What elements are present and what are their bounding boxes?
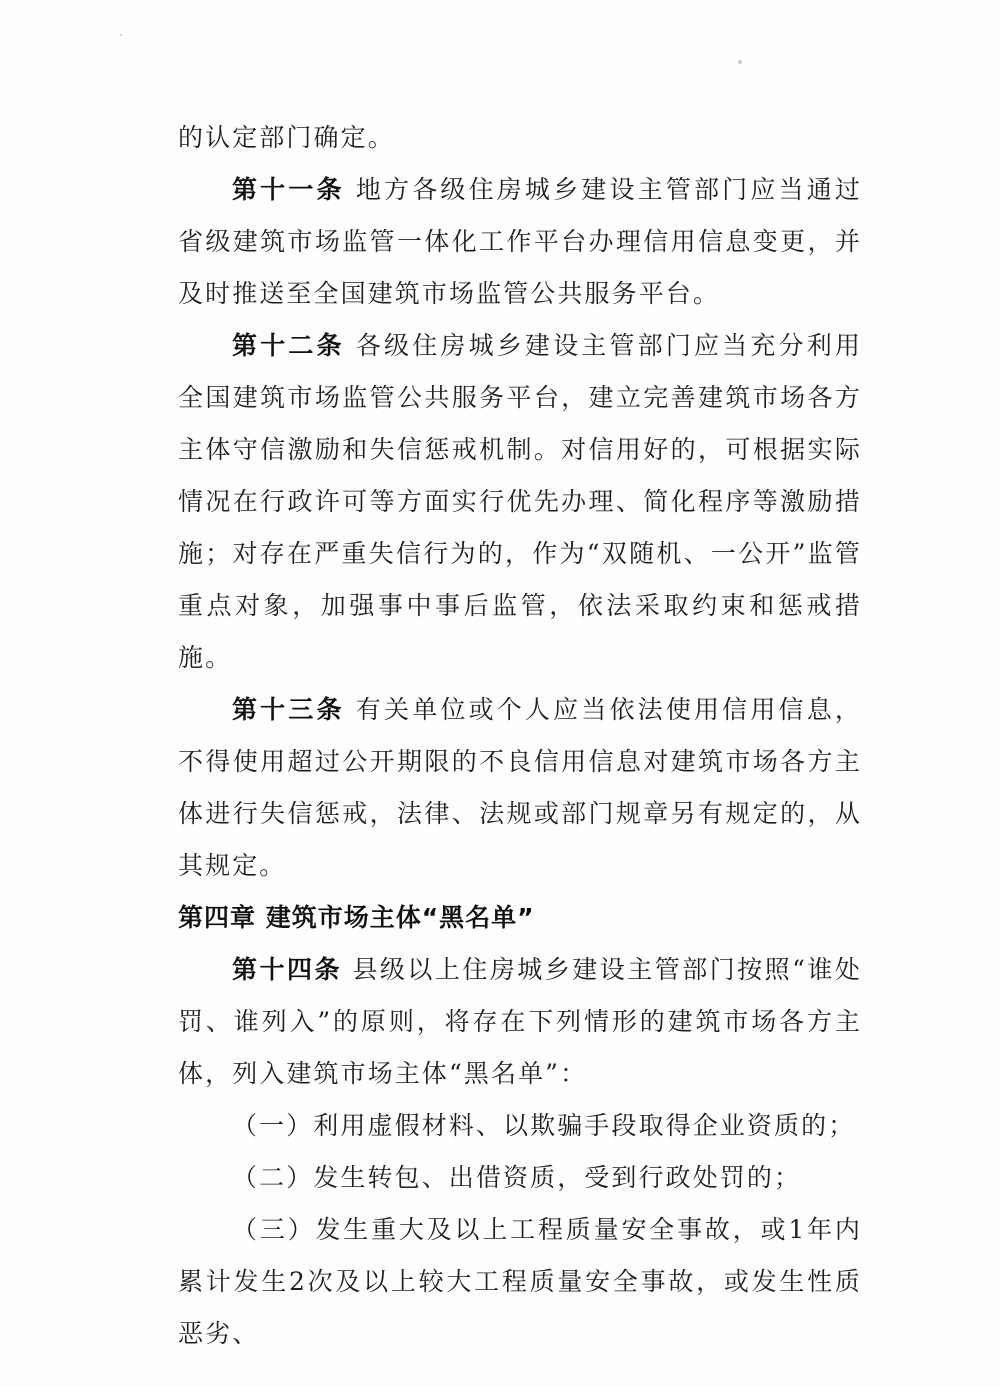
scan-speck — [738, 60, 742, 64]
article-13 — [178, 684, 862, 892]
article-12-number: 第十二条 — [232, 331, 345, 360]
article-11-text: 地方各级住房城乡建设主管部门应当通过省级建筑市场监管一体化工作平台办理信用信息变更，并及时推送至全国建筑市场监管公共服务平台。 — [178, 175, 863, 308]
article-13-text: 有关单位或个人应当依法使用信用信息，不得使用超过公开期限的不良信用信息对建筑市场各方主体进行失信惩戒，法律、法规或部门规章另有规定的，从其规定。 — [178, 695, 863, 880]
scan-speck — [120, 34, 122, 36]
article-13-number: 第十三条 — [232, 695, 345, 724]
article-14-text: 县级以上住房城乡建设主管部门按照“谁处罚、谁列入”的原则，将存在下列情形的建筑市场各方主体，列入建筑市场主体“黑名单”： — [178, 955, 863, 1088]
article-14 — [178, 944, 862, 1100]
article-14-number: 第十四条 — [232, 955, 342, 984]
list-item: （一）利用虚假材料、以欺骗手段取得企业资质的； — [232, 1111, 856, 1140]
article-12-text: 各级住房城乡建设主管部门应当充分利用全国建筑市场监管公共服务平台，建立完善建筑市场各方主体守信激励和失信惩戒机制。对信用好的，可根据实际情况在行政许可等方面实行优先办理、简化程序等激励措施；对存在严重失信行为的，作为“双随机、一公开”监管重点对象，加强事中事后监管，依法采取约束和惩戒措施。 — [178, 331, 863, 672]
article-11-number: 第十一条 — [232, 175, 345, 204]
chapter-title: 第四章 建筑市场主体“黑名单” — [178, 903, 535, 932]
article-12 — [178, 320, 862, 684]
article-11 — [178, 164, 862, 320]
list-item: （二）发生转包、出借资质，受到行政处罚的； — [232, 1163, 802, 1192]
list-item: （三）发生重大及以上工程质量安全事故，或1年内累计发生2次及以上较大工程质量安全事故，或发生性质恶劣、 — [178, 1215, 862, 1348]
intro-tail-paragraph: 的认定部门确定。 — [178, 123, 395, 152]
document-body — [178, 112, 862, 1360]
